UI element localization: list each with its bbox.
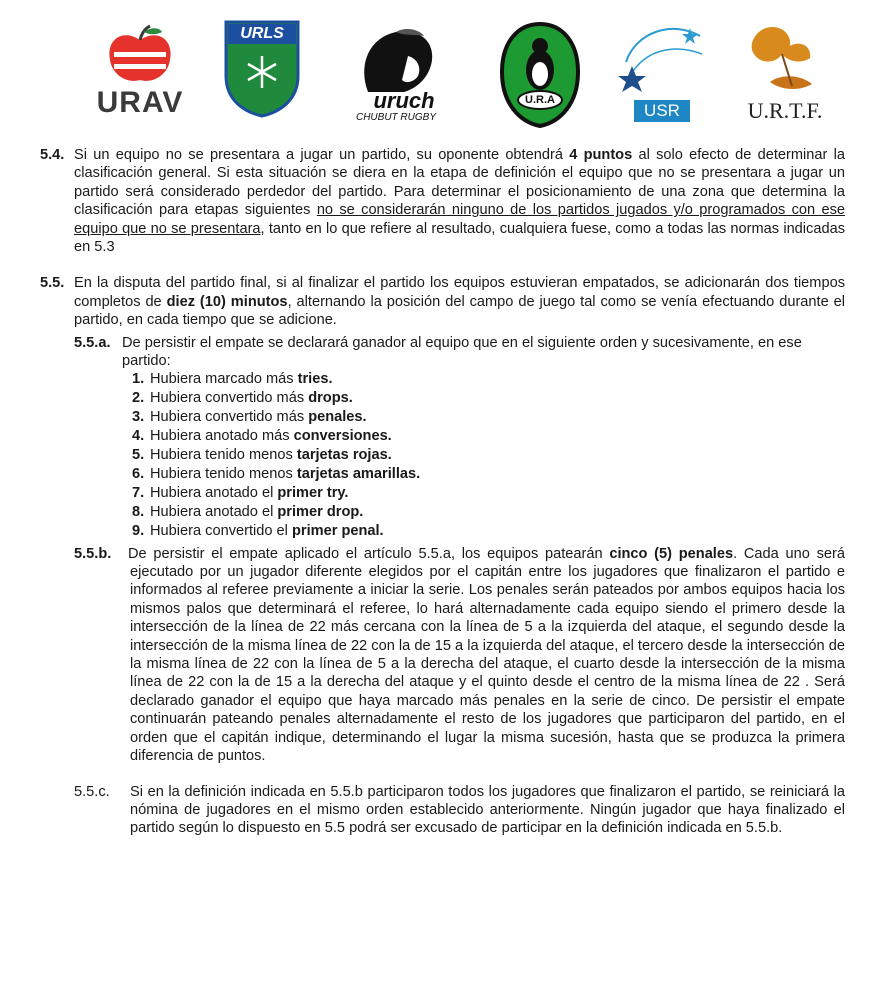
list-item-number: 9. [132, 522, 145, 539]
list-item-number: 1. [132, 371, 145, 388]
logo-ura [500, 22, 580, 128]
list-item-emphasis: tries. [297, 371, 333, 388]
section-5-5-c [74, 783, 845, 838]
section-number: 5.5.a. [74, 334, 111, 351]
logo-ura-text: U.R.A [525, 94, 555, 106]
section-intro: De persistir el empate se declarará ganador al equipo que en el siguiente orden y sucesivamente, en ese partido: [122, 334, 802, 370]
list-item-number: 7. [132, 484, 145, 501]
list-item [132, 484, 845, 503]
list-item-number: 4. [132, 428, 145, 445]
list-item-emphasis: tarjetas rojas. [296, 447, 392, 464]
section-text: De persistir el empate aplicado el artículo 5.5.a, los equipos patearán cinco (5) penales. Cada uno será ejecutado por un jugador diferente elegidos por el capitán entre los jugadores que finalizaron el partido e informados al referee previamente a iniciar la serie. Los penales serán pateados por ambos equipos hacia los mismos palos que determinará el referee, lo hará alternadamente cada equipo siendo el primero desde la intersección de la línea de 22 más cercana con la línea de 5 a la izquierda del ataque, el segundo desde la intersección de la misma línea de 22 con la de 15 a la izquierda del ataque, el tercero desde la intersección de la misma línea de 22 con la línea de 5 a la derecha del ataque, el cuarto desde la intersección de la misma línea de 22 con la de 15 a la derecha del ataque y el quinto desde el centro de la misma línea de 22 . Será declarado ganador el equipo que haya marcado más penales en la serie de cinco. De persistir el empate continuarán pateando penales alternadamente el resto de los jugadores que participaron del partido, en el orden que el capitán indique, determinando el lugar la misma sucesión, hasta que se produzca la primera diferencia de puntos. [128, 545, 845, 765]
list-item [132, 503, 845, 522]
list-item [132, 389, 845, 408]
logo-usr [616, 22, 708, 122]
list-item-number: 5. [132, 447, 145, 464]
section-text: Si en la definición indicada en 5.5.b participaron todos los jugadores que finalizaron el partido, se reiniciará la nómina de jugadores en el mismo orden establecido anteriormente. Ningún jugador que haya finalizado el partido según lo dispuesto en 5.5 podrá ser excusado de participar en la definición indicada en 5.5.b. [130, 783, 845, 837]
list-item-emphasis: drops. [308, 390, 353, 407]
list-item-text: Hubiera marcado más [150, 371, 298, 388]
section-number: 5.5. [40, 275, 65, 292]
list-item-number: 2. [132, 390, 145, 407]
logo-usr-text: USR [644, 101, 680, 120]
section-number: 5.4. [40, 147, 65, 163]
list-item-text: Hubiera anotado el [150, 484, 278, 501]
logo-urav-text: URAV [96, 86, 184, 119]
list-item-text: Hubiera anotado el [150, 503, 278, 520]
section-text: En la disputa del partido final, si al finalizar el partido los equipos estuvieran empatados, se adicionarán dos tiempos completos de diez (10) minutos, alternando la posición del campo de juego tal como se venía efectuando durante el partido, en cada tiempo que se adicione. [74, 275, 845, 329]
logo-strip [0, 0, 875, 140]
list-item [132, 522, 845, 541]
logo-uruch [338, 26, 462, 126]
list-item-emphasis: penales. [308, 409, 367, 426]
section-number: 5.5.b. [74, 545, 112, 562]
logo-urtf [730, 24, 840, 124]
list-item [132, 427, 845, 446]
criteria-list [132, 370, 845, 540]
list-item-number: 6. [132, 466, 145, 482]
list-item-number: 8. [132, 503, 145, 520]
logo-uruch-text: uruch [373, 88, 435, 113]
list-item-text: Hubiera convertido más [150, 390, 309, 407]
section-5-5-a [74, 334, 845, 541]
list-item-text: Hubiera tenido menos [150, 466, 297, 482]
list-item [132, 370, 845, 389]
list-item-text: Hubiera tenido menos [150, 447, 297, 464]
section-5-4 [40, 146, 845, 256]
list-item [132, 446, 845, 465]
list-item-emphasis: tarjetas amarillas. [296, 466, 421, 482]
list-item-text: Hubiera convertido más [150, 409, 309, 426]
logo-urls-text: URLS [240, 25, 284, 42]
section-number: 5.5.c. [74, 783, 110, 800]
list-item-text: Hubiera convertido el [150, 522, 292, 539]
list-item-number: 3. [132, 409, 145, 426]
list-item-emphasis: primer penal. [291, 522, 384, 539]
logo-urls [222, 18, 302, 118]
section-5-5 [40, 274, 845, 329]
list-item [132, 408, 845, 427]
section-5-5-b [74, 545, 845, 766]
list-item-emphasis: primer drop. [277, 503, 364, 520]
list-item-emphasis: conversiones. [293, 428, 392, 445]
logo-urav [92, 22, 188, 122]
section-text: Si un equipo no se presentara a jugar un partido, su oponente obtendrá 4 puntos al solo efecto de determinar la clasificación general. Si esta situación se diera en la etapa de definición el equipo que no se presentara a jugar un partido será considerado perdedor del partido. Para determinar el posicionamiento de una zona que determina la clasificación para etapas siguientes no se considerarán ninguno de los partidos jugados y/o programados con ese equipo que no se presentara, tanto en lo que refiere al resultado, cualquiera fuese, como a todas las normas indicadas en 5.3 [74, 147, 846, 256]
list-item [132, 465, 845, 484]
list-item-emphasis: primer try. [277, 484, 349, 501]
document-body [40, 146, 845, 838]
logo-uruch-subtext: CHUBUT RUGBY [355, 112, 436, 123]
list-item-text: Hubiera anotado más [150, 428, 294, 445]
logo-urtf-text: U.R.T.F. [747, 98, 823, 123]
